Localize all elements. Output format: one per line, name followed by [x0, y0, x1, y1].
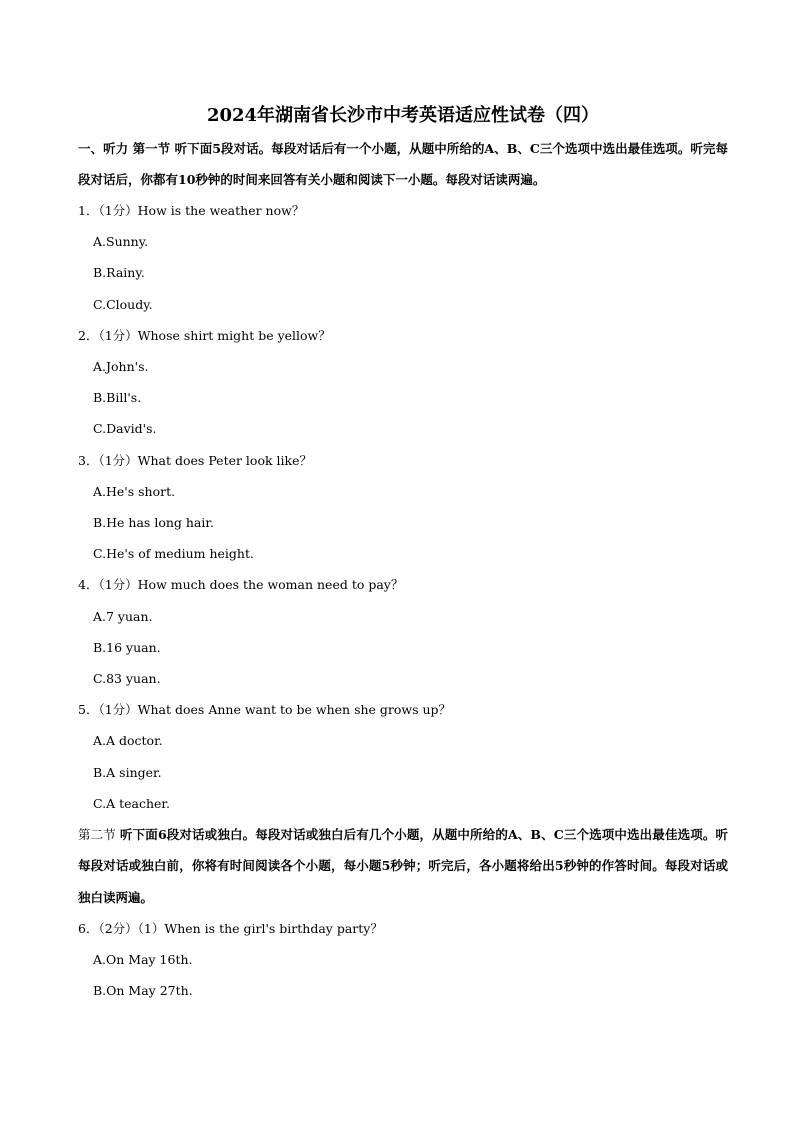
- option-b: B.16 yuan.: [93, 639, 161, 655]
- question-4: [78, 569, 728, 694]
- option-c: C.Cloudy.: [93, 296, 153, 312]
- option-b: B.He has long hair.: [93, 515, 214, 531]
- question-1: [78, 195, 728, 320]
- listening-section-1-heading: 一、听力 第一节 听下面5段对话。每段对话后有一个小题，从题中所给的A、B、C三个选项中选出最佳选项。听完每段对话后，你都有10秒钟的时间来回答有关小题和阅读下一小题。每段对话读两遍。: [78, 141, 728, 187]
- question-3: [78, 445, 728, 570]
- option-c: C.David's.: [93, 421, 157, 437]
- option-a: A.Sunny.: [93, 234, 149, 250]
- option-c: C.He's of medium height.: [93, 546, 254, 562]
- option-b: B.On May 27th.: [93, 983, 193, 999]
- question-stem: 6．（2分）（1）When is the girl's birthday party？: [78, 920, 383, 936]
- question-stem: 2．（1分）Whose shirt might be yellow？: [78, 327, 331, 343]
- option-b: B.Rainy.: [93, 265, 145, 281]
- option-a: A.He's short.: [93, 483, 176, 499]
- option-a: A.7 yuan.: [93, 608, 153, 624]
- option-c: C.83 yuan.: [93, 671, 161, 687]
- option-b: B.A singer.: [93, 764, 162, 780]
- question-stem: 4．（1分）How much does the woman need to pay？: [78, 577, 404, 593]
- option-c: C.A teacher.: [93, 795, 170, 811]
- option-a: A.On May 16th.: [93, 952, 193, 968]
- listening-section-2-heading: [78, 819, 728, 913]
- option-a: A.John's.: [93, 359, 149, 375]
- question-stem: 1．（1分）How is the weather now？: [78, 203, 305, 218]
- section-2-label: 第二节: [78, 827, 121, 843]
- option-a: A.A doctor.: [93, 733, 163, 749]
- question-stem: 5．（1分）What does Anne want to be when she grows up？: [78, 702, 452, 718]
- question-stem: 3．（1分）What does Peter look like？: [78, 452, 312, 468]
- page-title: 2024年湖南省长沙市中考英语适应性试卷（四）: [206, 105, 600, 126]
- question-5: [78, 694, 728, 819]
- option-b: B.Bill's.: [93, 390, 142, 406]
- exam-page: [78, 101, 728, 1007]
- question-2: [78, 320, 728, 445]
- question-6: [78, 913, 728, 1007]
- section-2-instructions: 听下面6段对话或独白。每段对话或独白后有几个小题，从题中所给的A、B、C三个选项中选出最佳选项。听每段对话或独白前，你将有时间阅读各个小题，每小题5秒钟；听完后，各小题将给出5秒钟的作答时间。每段对话或独白读两遍。: [78, 827, 728, 905]
